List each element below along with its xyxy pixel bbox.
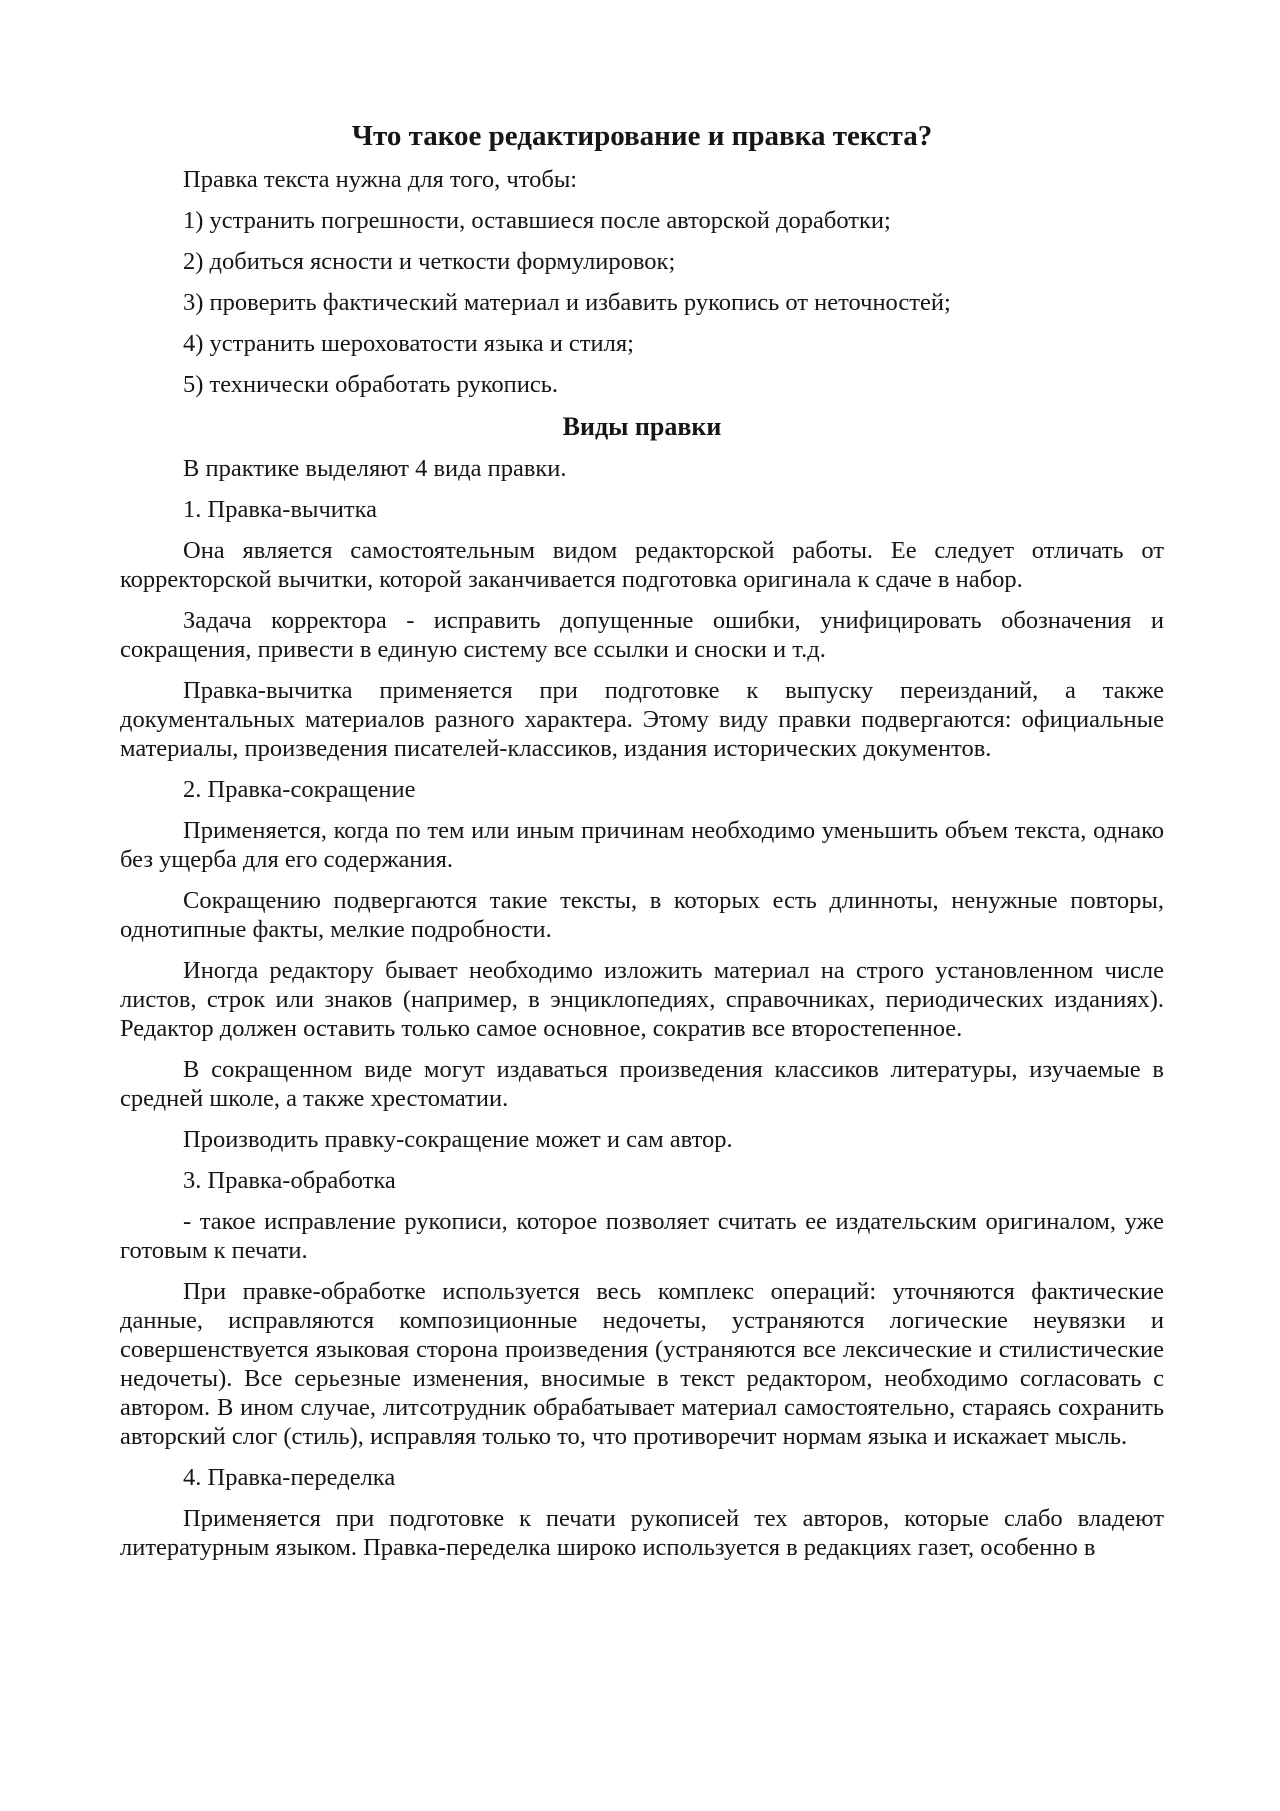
intro-lead: Правка текста нужна для того, чтобы: <box>183 166 578 193</box>
paragraph: Применяется, когда по тем или иным причинам необходимо уменьшить объем текста, однако без ущерба для его содержания. <box>120 817 1164 873</box>
type-heading: 3. Правка-обработка <box>183 1167 396 1194</box>
type-heading: 1. Правка-вычитка <box>183 496 378 523</box>
type-heading: 4. Правка-переделка <box>183 1464 396 1491</box>
document-title: Что такое редактирование и правка текста? <box>351 120 933 152</box>
intro-item: 2) добиться ясности и четкости формулировок; <box>183 248 676 275</box>
paragraph: При правке-обработке используется весь комплекс операций: уточняются фактические данные, исправляются композиционные недочеты, устраняются логические неувязки и совершенствуется языковая сторона произведения (устраняются все лексические и стилистические недочеты). Все серьезные изменения, вносимые в текст редактором, необходимо согласовать с автором. В ином случае, литсотрудник обрабатывает материал самостоятельно, стараясь сохранить авторский слог (стиль), исправляя только то, что противоречит нормам языка и искажает мысль. <box>120 1278 1164 1450</box>
paragraph: В сокращенном виде могут издаваться произведения классиков литературы, изучаемые в средней школе, а также хрестоматии. <box>120 1056 1164 1112</box>
paragraph: Применяется при подготовке к печати рукописей тех авторов, которые слабо владеют литературным языком. Правка-переделка широко используется в редакциях газет, особенно в <box>120 1505 1164 1561</box>
paragraph: Задача корректора - исправить допущенные ошибки, унифицировать обозначения и сокращения, привести в единую систему все ссылки и сноски и т.д. <box>120 607 1164 663</box>
intro-item: 1) устранить погрешности, оставшиеся после авторской доработки; <box>183 207 891 234</box>
paragraph: - такое исправление рукописи, которое позволяет считать ее издательским оригиналом, уже готовым к печати. <box>120 1208 1164 1264</box>
paragraph: Иногда редактору бывает необходимо изложить материал на строго установленном числе листов, строк или знаков (например, в энциклопедиях, справочниках, периодических изданиях). Редактор должен оставить только самое основное, сократив все второстепенное. <box>120 957 1164 1042</box>
intro-item: 5) технически обработать рукопись. <box>183 371 559 398</box>
section-intro: В практике выделяют 4 вида правки. <box>183 455 567 482</box>
paragraph: Производить правку-сокращение может и сам автор. <box>183 1126 733 1153</box>
type-heading: 2. Правка-сокращение <box>183 776 416 803</box>
paragraph: Правка-вычитка применяется при подготовке к выпуску переизданий, а также документальных материалов разного характера. Этому виду правки подвергаются: официальные материалы, произведения писателей-классиков, издания исторических документов. <box>120 677 1164 762</box>
paragraph: Сокращению подвергаются такие тексты, в которых есть длинноты, ненужные повторы, однотипные факты, мелкие подробности. <box>120 887 1164 943</box>
paragraph: Она является самостоятельным видом редакторской работы. Ее следует отличать от корректорской вычитки, которой заканчивается подготовка оригинала к сдаче в набор. <box>120 537 1164 593</box>
intro-item: 3) проверить фактический материал и избавить рукопись от неточностей; <box>183 289 951 316</box>
intro-item: 4) устранить шероховатости языка и стиля; <box>183 330 634 357</box>
section-title: Виды правки <box>562 412 722 441</box>
